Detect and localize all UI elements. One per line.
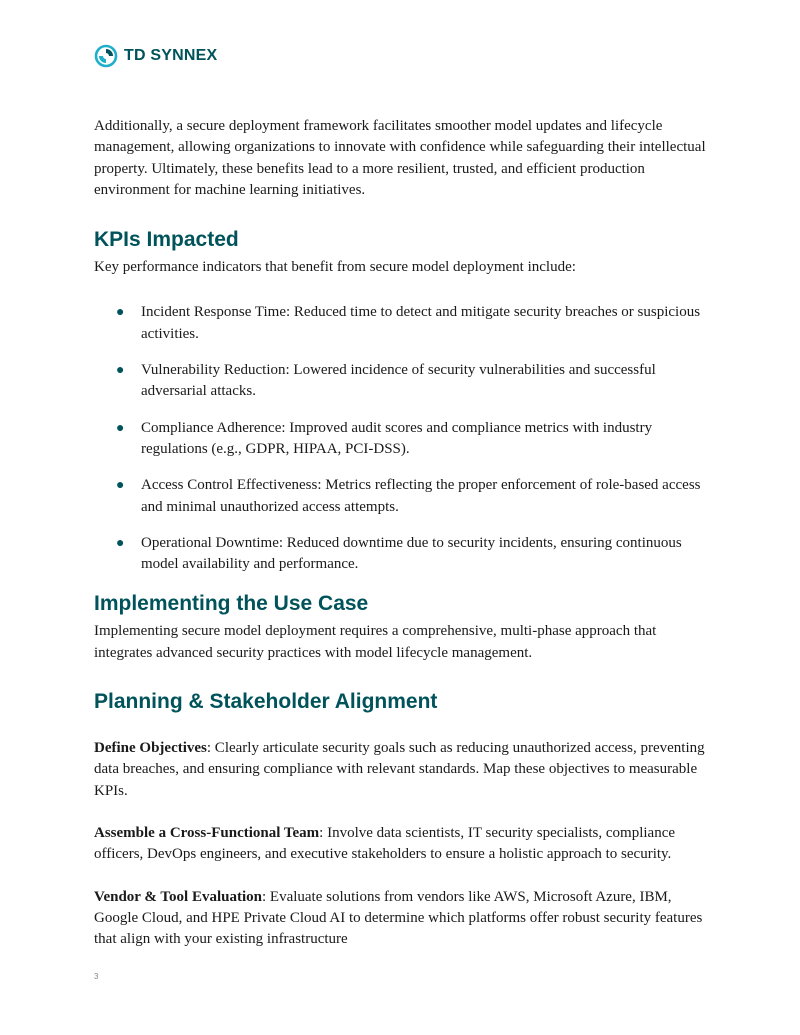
kpi-item-text: Compliance Adherence: Improved audit scores and compliance metrics with industry regulations (e.g., GDPR, HIPAA, PCI-DSS).: [141, 419, 653, 457]
kpi-item-text: Vulnerability Reduction: Lowered incidence of security vulnerabilities and successful adversarial attacks.: [141, 362, 656, 400]
planning-item-term: Assemble a Cross-Functional Team: [94, 824, 320, 841]
planning-item-term: Define Objectives: [94, 740, 207, 757]
planning-item-text: : Involve data scientists, IT security specialists, compliance officers, DevOps engineers, and executive stakeholders to ensure a holistic approach to security.: [94, 824, 676, 863]
page-number: 3: [94, 972, 99, 981]
planning-heading: Planning & Stakeholder Alignment: [94, 690, 438, 714]
bullet-icon: ●: [116, 535, 125, 551]
kpi-item: [94, 302, 706, 345]
kpi-item: [94, 475, 706, 518]
kpis-lead: Key performance indicators that benefit from secure model deployment include:: [94, 259, 576, 276]
kpi-item: [94, 418, 706, 461]
planning-item: [94, 738, 706, 802]
planning-item-text: : Clearly articulate security goals such as reducing unauthorized access, preventing data breaches, and ensuring compliance with relevant standards. Map these objectives to measurable KPIs.: [94, 740, 705, 799]
implementing-body: Implementing secure model deployment requires a comprehensive, multi-phase approach that integrates advanced security practices with model lifecycle management.: [94, 623, 657, 661]
bullet-icon: ●: [116, 420, 125, 436]
kpi-item: [94, 533, 706, 576]
kpi-list: [94, 302, 706, 575]
td-synnex-logo-icon: [94, 44, 118, 68]
planning-item: [94, 823, 706, 866]
bullet-icon: ●: [116, 478, 125, 494]
kpi-item-text: Operational Downtime: Reduced downtime due to security incidents, ensuring continuous model availability and performance.: [141, 534, 682, 573]
intro-paragraph: Additionally, a secure deployment framework facilitates smoother model updates and lifecycle management, allowing organizations to innovate with confidence while safeguarding their intellectual property. Ultimately, these benefits lead to a more resilient, trusted, and efficient production environment for machine learning initiatives.: [94, 118, 706, 198]
header-logo: [94, 44, 217, 68]
kpis-heading: KPIs Impacted: [94, 228, 239, 252]
implementing-heading: Implementing the Use Case: [94, 592, 369, 616]
kpi-item-text: Incident Response Time: Reduced time to detect and mitigate security breaches or suspicious activities.: [141, 304, 701, 342]
planning-item: [94, 887, 706, 951]
kpi-item-text: Access Control Effectiveness: Metrics reflecting the proper enforcement of role-based access and minimal unauthorized access attempts.: [141, 477, 701, 515]
planning-item-text: : Evaluate solutions from vendors like AWS, Microsoft Azure, IBM, Google Cloud, and HPE Private Cloud AI to determine which platforms offer robust security features that align with your existing infrastructure: [94, 888, 703, 948]
planning-item-term: Vendor & Tool Evaluation: [94, 888, 262, 905]
page-content: [94, 116, 706, 950]
bullet-icon: ●: [116, 305, 125, 321]
logo-text: TD SYNNEX: [124, 47, 218, 64]
kpi-item: [94, 360, 706, 403]
bullet-icon: ●: [116, 363, 125, 379]
